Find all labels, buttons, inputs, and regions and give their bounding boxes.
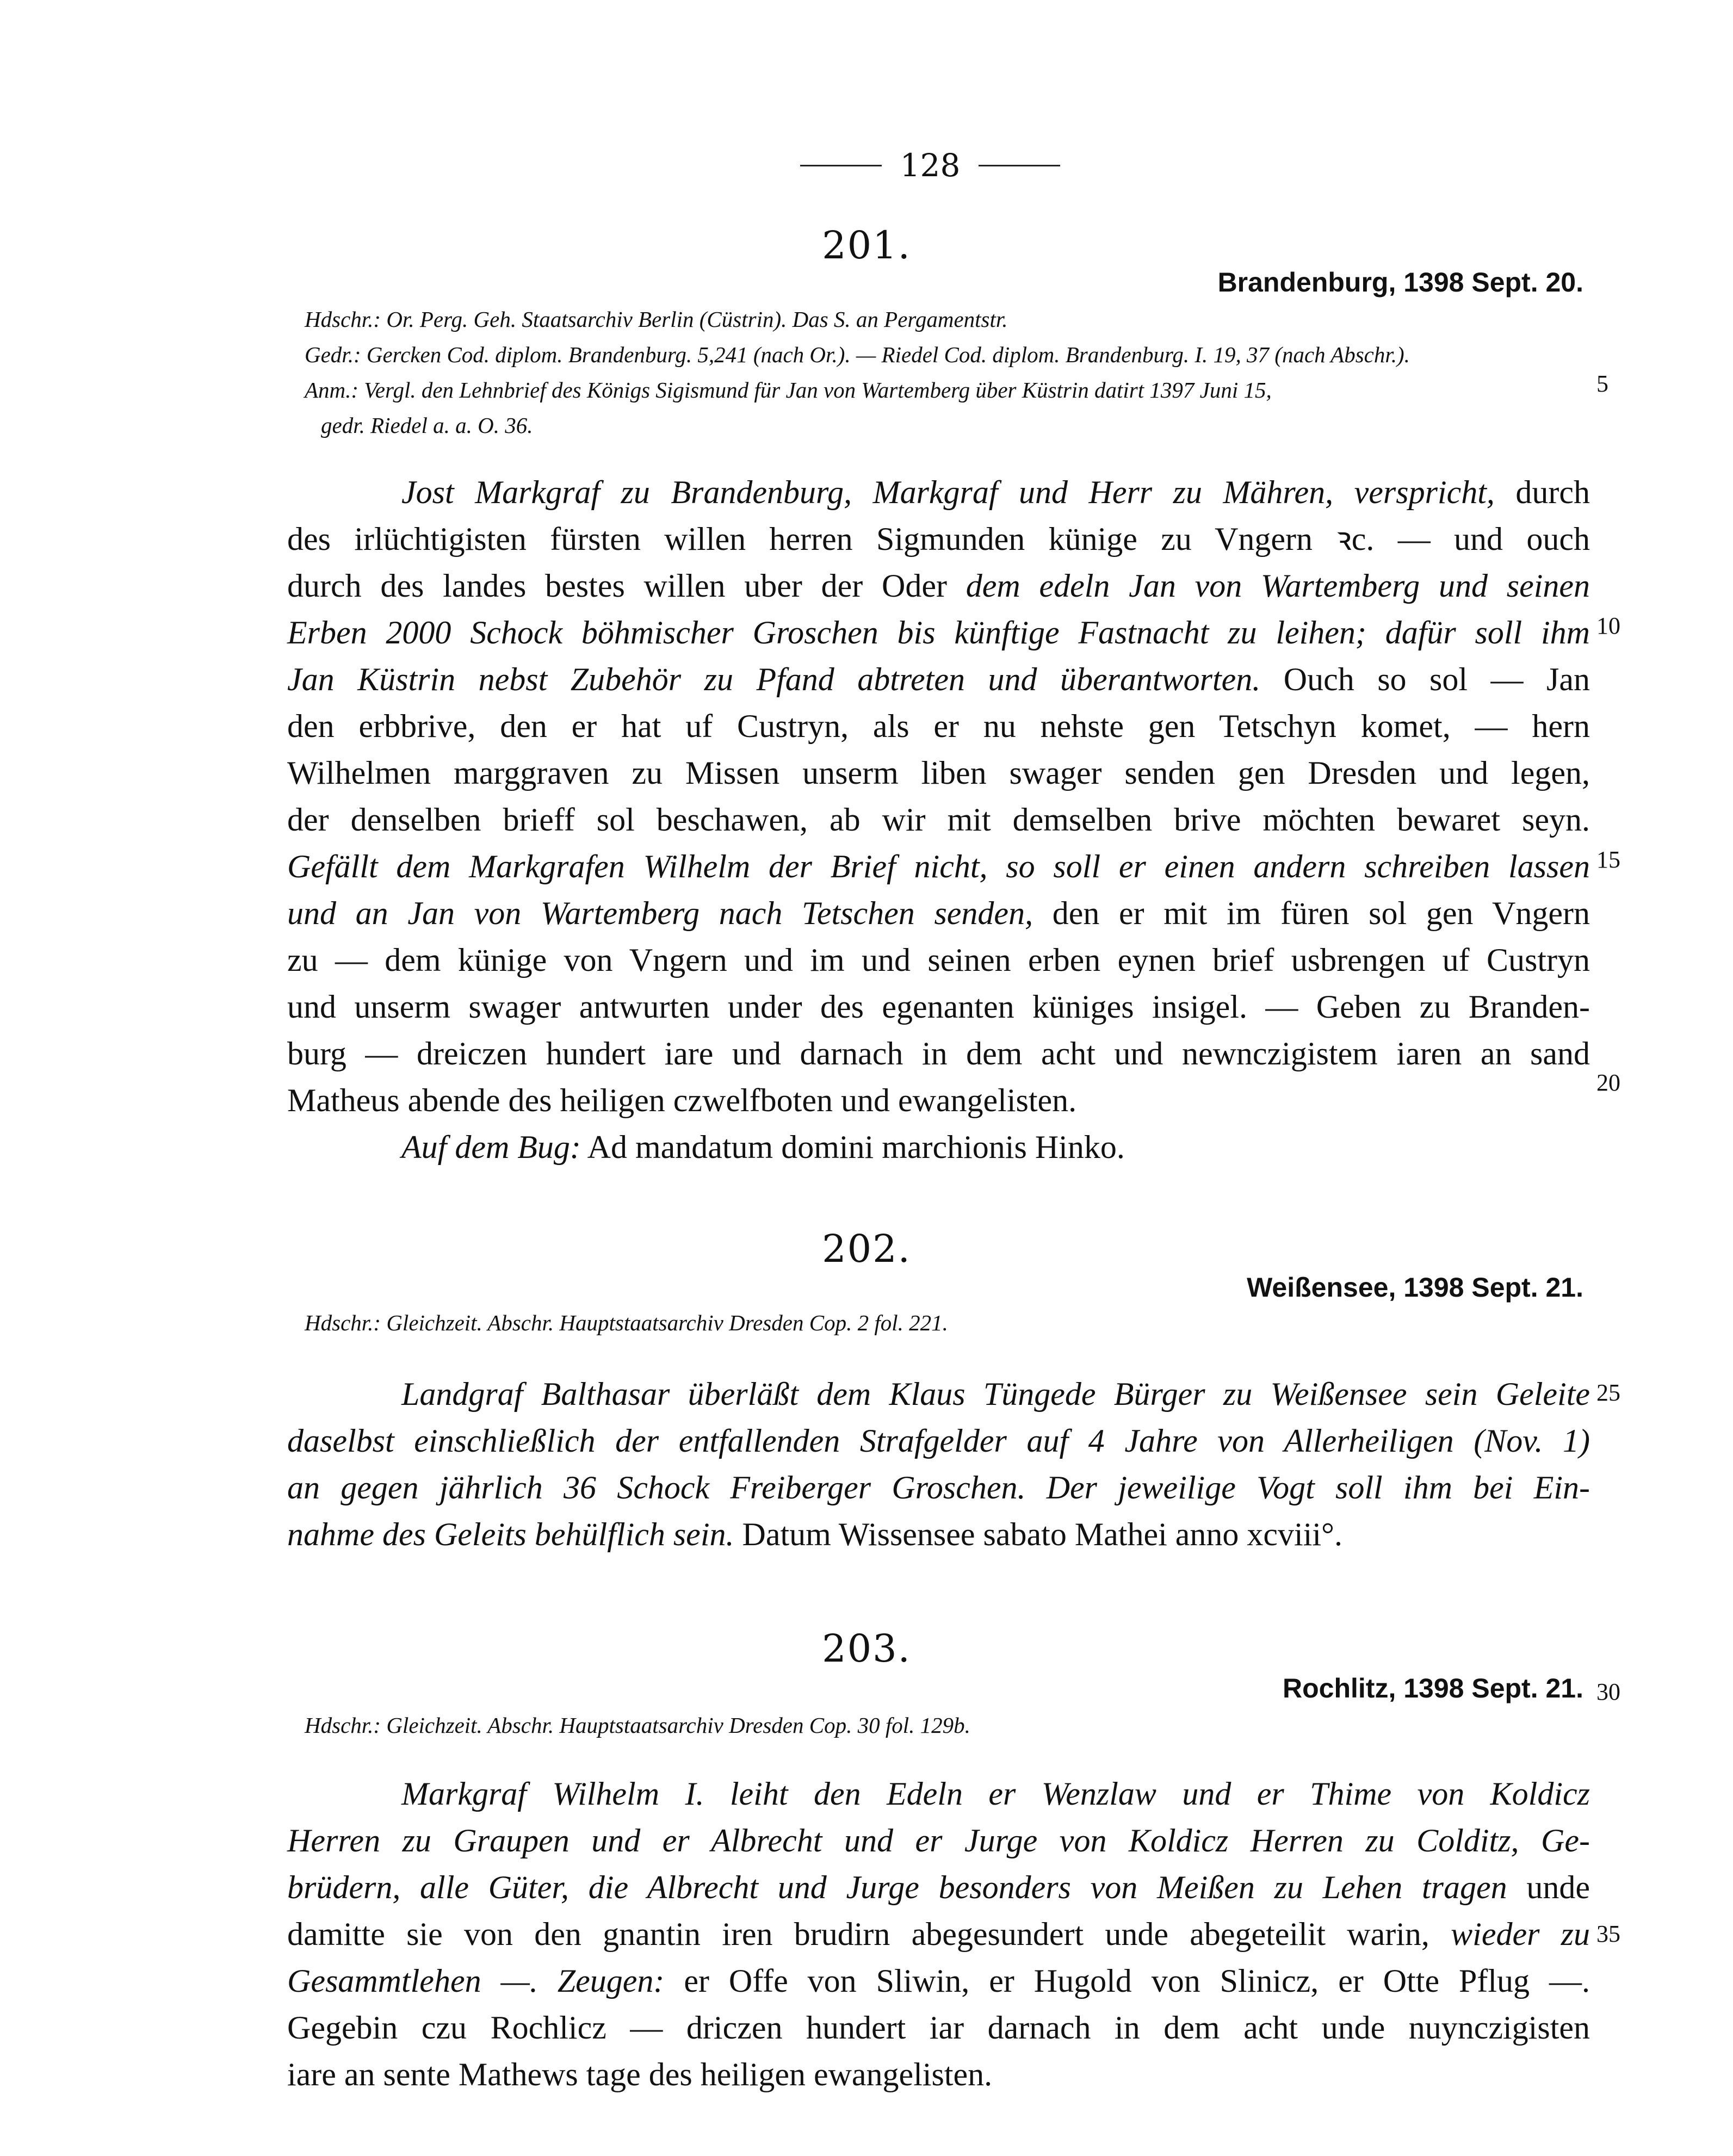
entry-202-place-date: Weißensee, 1398 Sept. 21. [1247,1272,1583,1303]
text-line: an gegen jährlich 36 Schock Freiberger Groschen. Der jeweilige Vogt soll ihm bei Ein- [287,1470,1590,1506]
note-hdschr: Hdschr.: Or. Perg. Geh. Staatsarchiv Berlin (Cüstrin). Das S. an Pergamentstr. [305,307,1008,332]
entry-201-place-date: Brandenburg, 1398 Sept. 20. [1217,267,1583,298]
entry-201-number: 201. [822,223,911,268]
entry-202-notes [305,1305,1583,1341]
entry-203-place-date: Rochlitz, 1398 Sept. 21. [1283,1673,1583,1703]
note-hdschr: Hdschr.: Gleichzeit. Abschr. Hauptstaatsarchiv Dresden Cop. 30 fol. 129b. [305,1713,970,1738]
text-line: Jan Küstrin nebst Zubehör zu Pfand abtreten und überantworten. Ouch so sol — Jan [287,661,1590,697]
text-line: und unserm swager antwurten under des egenanten küniges insigel. — Geben zu Branden- [287,989,1590,1025]
text-line: burg — dreiczen hundert iare und darnach in dem acht und newnczigistem iaren an sand [287,1036,1590,1071]
text-line: Gefällt dem Markgrafen Wilhelm der Brief nicht, so soll er einen andern schreiben lassen [287,848,1590,884]
note-hdschr: Hdschr.: Gleichzeit. Abschr. Hauptstaatsarchiv Dresden Cop. 2 fol. 221. [305,1310,948,1335]
text-line: Wilhelmen marggraven zu Missen unserm liben swager senden gen Dresden und legen, [287,755,1590,791]
text-line: Jost Markgraf zu Brandenburg, Markgraf und Herr zu Mähren, verspricht, durch [401,474,1590,510]
text-line: Markgraf Wilhelm I. leiht den Edeln er Wenzlaw und er Thime von Koldicz [401,1776,1590,1812]
text-line: den erbbrive, den er hat uf Custryn, als er nu nehste gen Tetschyn komet, — hern [287,708,1590,744]
text-line: damitte sie von den gnantin iren brudirn abegesundert unde abegeteilit warin, wieder zu [287,1916,1590,1952]
note-anm-cont: gedr. Riedel a. a. O. 36. [321,413,533,438]
line-number-25: 25 [1596,1379,1620,1406]
text-line: Erben 2000 Schock böhmischer Groschen bis künftige Fastnacht zu leihen; dafür soll ihm [287,615,1590,650]
page-header [783,147,1077,184]
entry-201-text [287,469,1590,1170]
text-line: Landgraf Balthasar überläßt dem Klaus Tüngede Bürger zu Weißensee sein Geleite [401,1376,1590,1412]
text-line: Auf dem Bug: Ad mandatum domini marchionis Hinko. [401,1129,1125,1165]
text-line: des irlüchtigisten fürsten willen herren Sigmunden künige zu Vngern ꝛc. — und ouch [287,521,1590,557]
line-number-15: 15 [1596,846,1620,873]
line-number-5: 5 [1596,370,1608,397]
note-gedr: Gedr.: Gercken Cod. diplom. Brandenburg. 5,241 (nach Or.). — Riedel Cod. diplom. Brandenburg. I. 19, 37 (nach Abschr.). [305,342,1410,367]
text-line: zu — dem künige von Vngern und im und seinen erben eynen brief usbrengen uf Custryn [287,942,1590,978]
line-number-30: 30 [1596,1678,1620,1705]
header-rule-right [979,165,1060,166]
text-line: Gegebin czu Rochlicz — driczen hundert iar darnach in dem acht unde nuynczigisten [287,2010,1590,2046]
text-line: durch des landes bestes willen uber der Oder dem edeln Jan von Wartemberg und seinen [287,568,1590,604]
line-number-10: 10 [1596,612,1620,639]
text-line: nahme des Geleits behülflich sein. Datum Wissensee sabato Mathei anno xcviii°. [287,1516,1343,1552]
line-number-20: 20 [1596,1069,1620,1096]
entry-203-notes [305,1708,1583,1743]
text-line: Matheus abende des heiligen czwelfboten und ewangelisten. [287,1082,1077,1118]
note-anm: Anm.: Vergl. den Lehnbrief des Königs Sigismund für Jan von Wartemberg über Küstrin datirt 1397 Juni 15, [305,377,1272,402]
entry-203-number: 203. [822,1626,911,1671]
text-line: brüdern, alle Güter, die Albrecht und Jurge besonders von Meißen zu Lehen tragen unde [287,1869,1590,1905]
text-line: iare an sente Mathews tage des heiligen ewangelisten. [287,2056,993,2092]
page-number: 128 [900,147,961,184]
text-line: Herren zu Graupen und er Albrecht und er Jurge von Koldicz Herren zu Colditz, Ge- [287,1823,1590,1858]
entry-203-text [287,1770,1590,2098]
line-number-35: 35 [1596,1920,1620,1947]
entry-202-text [287,1371,1590,1558]
text-line: der denselben brieff sol beschawen, ab wir mit demselben brive möchten bewaret seyn. [287,802,1590,838]
entry-202-number: 202. [822,1226,911,1271]
text-line: und an Jan von Wartemberg nach Tetschen senden, den er mit im füren sol gen Vngern [287,895,1590,931]
text-line: daselbst einschließlich der entfallenden Strafgelder auf 4 Jahre von Allerheiligen (Nov. 1) [287,1423,1590,1459]
entry-201-notes [305,302,1583,443]
header-rule-left [800,165,882,166]
text-line: Gesammtlehen —. Zeugen: er Offe von Sliwin, er Hugold von Slinicz, er Otte Pflug —. [287,1963,1590,1999]
